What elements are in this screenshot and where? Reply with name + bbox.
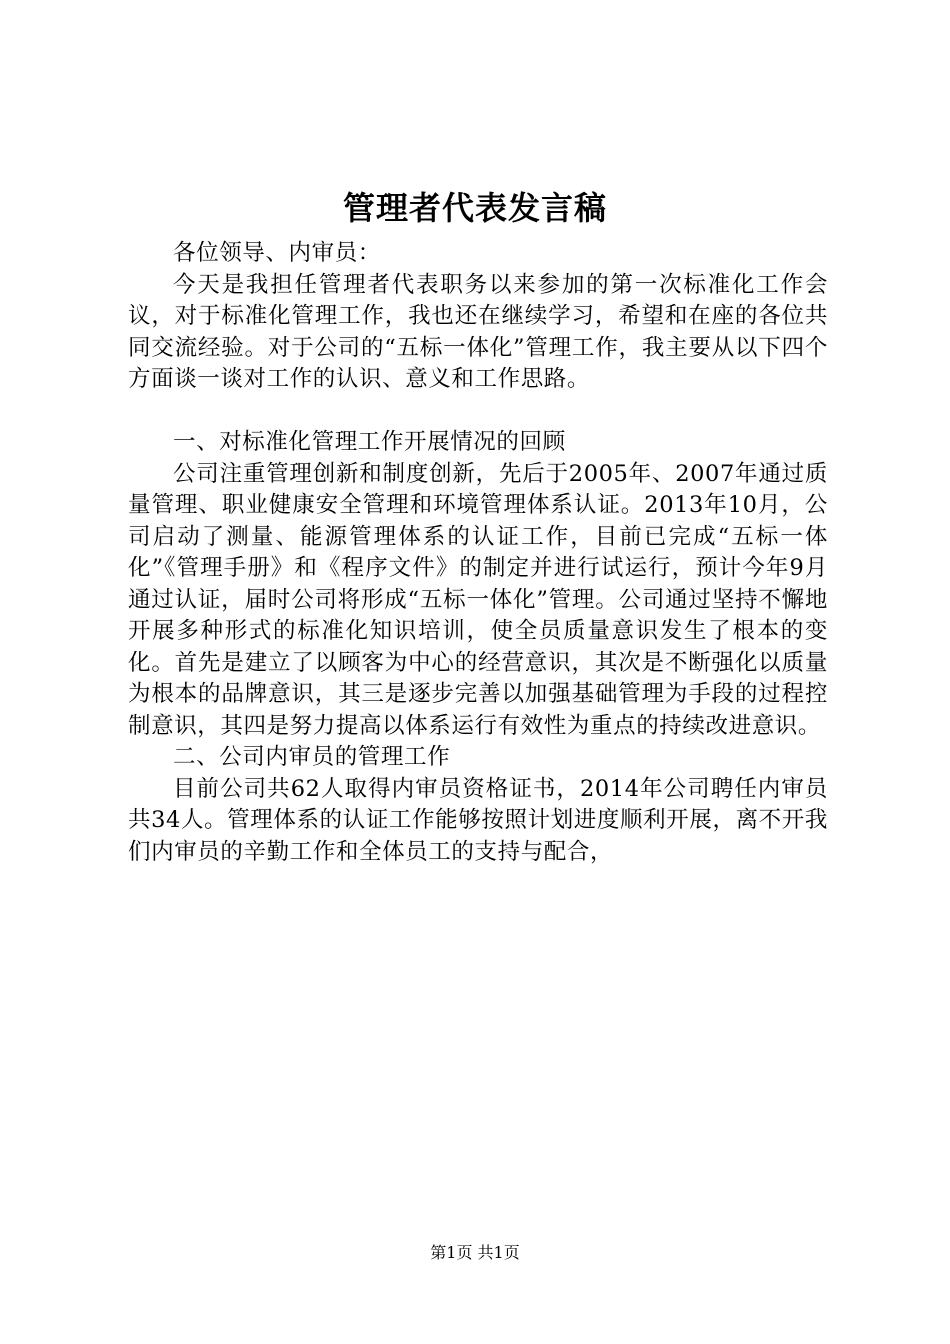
paragraph-review: 公司注重管理创新和制度创新，先后于2005年、2007年通过质量管理、职业健康安全管理和环境管理体系认证。2013年10月，公司启动了测量、能源管理体系的认证工作，目前已完成“五标一体化”《管理手册》和《程序文件》的制定并进行试运行，预计今年9月通过认证，届时公司将形成“五标一体化”管理。公司通过坚持不懈地开展多种形式的标准化知识培训，使全员质量意识发生了根本的变化。首先是建立了以顾客为中心的经营意识，其次是不断强化以质量为根本的品牌意识，其三是逐步完善以加强基础管理为手段的过程控制意识，其四是努力提高以体系运行有效性为重点的持续改进意识。 — [128, 460, 828, 739]
section-heading-1: 一、对标准化管理工作开展情况的回顾 — [173, 429, 566, 455]
paragraph-intro: 今天是我担任管理者代表职务以来参加的第一次标准化工作会议，对于标准化管理工作，我也还在继续学习，希望和在座的各位共同交流经验。对于公司的“五标一体化”管理工作，我主要从以下四个方面谈一谈对工作的认识、意义和工作思路。 — [128, 271, 828, 392]
document-body — [128, 238, 828, 868]
blank-line — [128, 396, 828, 428]
section-heading-2: 二、公司内审员的管理工作 — [173, 744, 451, 770]
document-title: 管理者代表发言稿 — [342, 189, 607, 227]
page-footer: 第1页 共1页 — [430, 1243, 520, 1262]
salutation: 各位领导、内审员： — [173, 240, 381, 266]
paragraph-auditors: 目前公司共62人取得内审员资格证书，2014年公司聘任内审员共34人。管理体系的认证工作能够按照计划进度顺利开展，离不开我们内审员的辛勤工作和全体员工的支持与配合， — [128, 775, 828, 865]
